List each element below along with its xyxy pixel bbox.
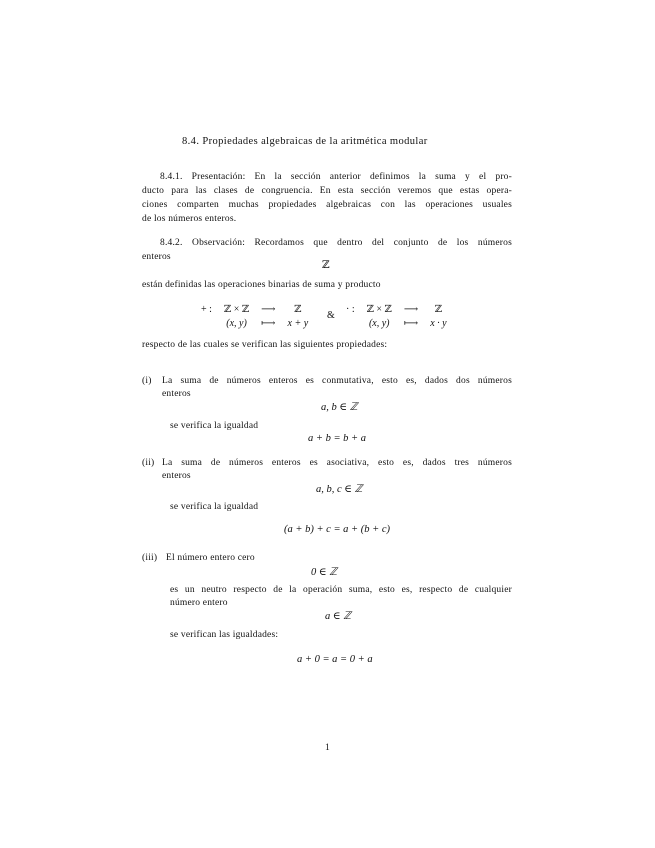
- property-3-verify: se verifican las igualdades:: [170, 630, 279, 640]
- property-3-given-zero: 0 ∈ ℤ: [311, 567, 338, 578]
- property-2-number: (ii): [142, 458, 155, 468]
- property-1-line-2: enteros: [162, 389, 191, 399]
- property-1-verify: se verifica la igualdad: [170, 421, 259, 431]
- property-2-given: a, b, c ∈ ℤ: [316, 484, 363, 495]
- prod-image: x · y: [430, 317, 447, 329]
- property-1-line-1: La suma de números enteros es conmutativa, esto es, dados dos números: [162, 376, 512, 386]
- observation-label: 8.4.2. Observación:: [160, 238, 246, 248]
- prod-op: · :: [346, 303, 355, 315]
- operations-intro: están definidas las operaciones binarias de suma y producto: [142, 280, 381, 290]
- section-title: 8.4. Propiedades algebraicas de la aritmética modular: [182, 136, 428, 147]
- sum-arrow: ⟶: [261, 303, 276, 315]
- presentation-label: 8.4.1. Presentación:: [160, 172, 246, 182]
- property-1-given: a, b ∈ ℤ: [321, 402, 358, 413]
- presentation-line-4: de los números enteros.: [142, 214, 237, 224]
- presentation-line-1: En la sección anterior definimos la suma y el pro-: [254, 172, 512, 182]
- integers-set-symbol: ℤ: [322, 260, 330, 271]
- presentation-line-2: ducto para las clases de congruencia. En esta sección veremos que estas opera-: [142, 186, 512, 196]
- observation-line-2: enteros: [142, 252, 171, 262]
- presentation-line-3: ciones comparten muchas propiedades algebraicas con las operaciones usuales: [142, 200, 512, 210]
- property-2-equation: (a + b) + c = a + (b + c): [284, 524, 390, 535]
- sum-codomain: ℤ: [294, 303, 302, 315]
- sum-image: x + y: [287, 317, 309, 329]
- prod-arrow: ⟶: [403, 303, 419, 315]
- sum-op: + :: [201, 303, 212, 315]
- observation-line-1: Recordamos que dentro del conjunto de los números: [254, 238, 512, 248]
- prod-pair: (x, y): [368, 317, 390, 329]
- property-2-line-1: La suma de números enteros es asociativa, esto es, dados tres números: [162, 458, 512, 468]
- ampersand: &: [327, 310, 335, 321]
- product-map: [340, 302, 453, 330]
- sum-pair: (x, y): [226, 317, 247, 329]
- sum-map: [195, 302, 314, 330]
- prod-domain: ℤ × ℤ: [366, 303, 392, 315]
- sum-domain: ℤ × ℤ: [223, 303, 250, 315]
- property-3-line-3: número entero: [170, 598, 228, 608]
- property-3-equation: a + 0 = a = 0 + a: [297, 654, 373, 665]
- prod-mapsto: ⟼: [403, 317, 419, 329]
- property-2-line-2: enteros: [162, 471, 191, 481]
- property-3-line-1: El número entero cero: [166, 553, 255, 563]
- page-number: 1: [325, 743, 330, 753]
- property-1-number: (i): [142, 376, 152, 386]
- properties-intro: respecto de las cuales se verifican las siguientes propiedades:: [142, 340, 388, 350]
- property-3-given: a ∈ ℤ: [325, 611, 352, 622]
- prod-codomain: ℤ: [434, 303, 443, 315]
- presentation-paragraph: [142, 170, 512, 226]
- property-1-equation: a + b = b + a: [308, 433, 367, 444]
- property-3-line-2: es un neutro respecto de la operación suma, esto es, respecto de cualquier: [170, 585, 512, 595]
- sum-mapsto: ⟼: [261, 317, 276, 329]
- property-3-number: (iii): [142, 553, 158, 563]
- property-2-verify: se verifica la igualdad: [170, 502, 259, 512]
